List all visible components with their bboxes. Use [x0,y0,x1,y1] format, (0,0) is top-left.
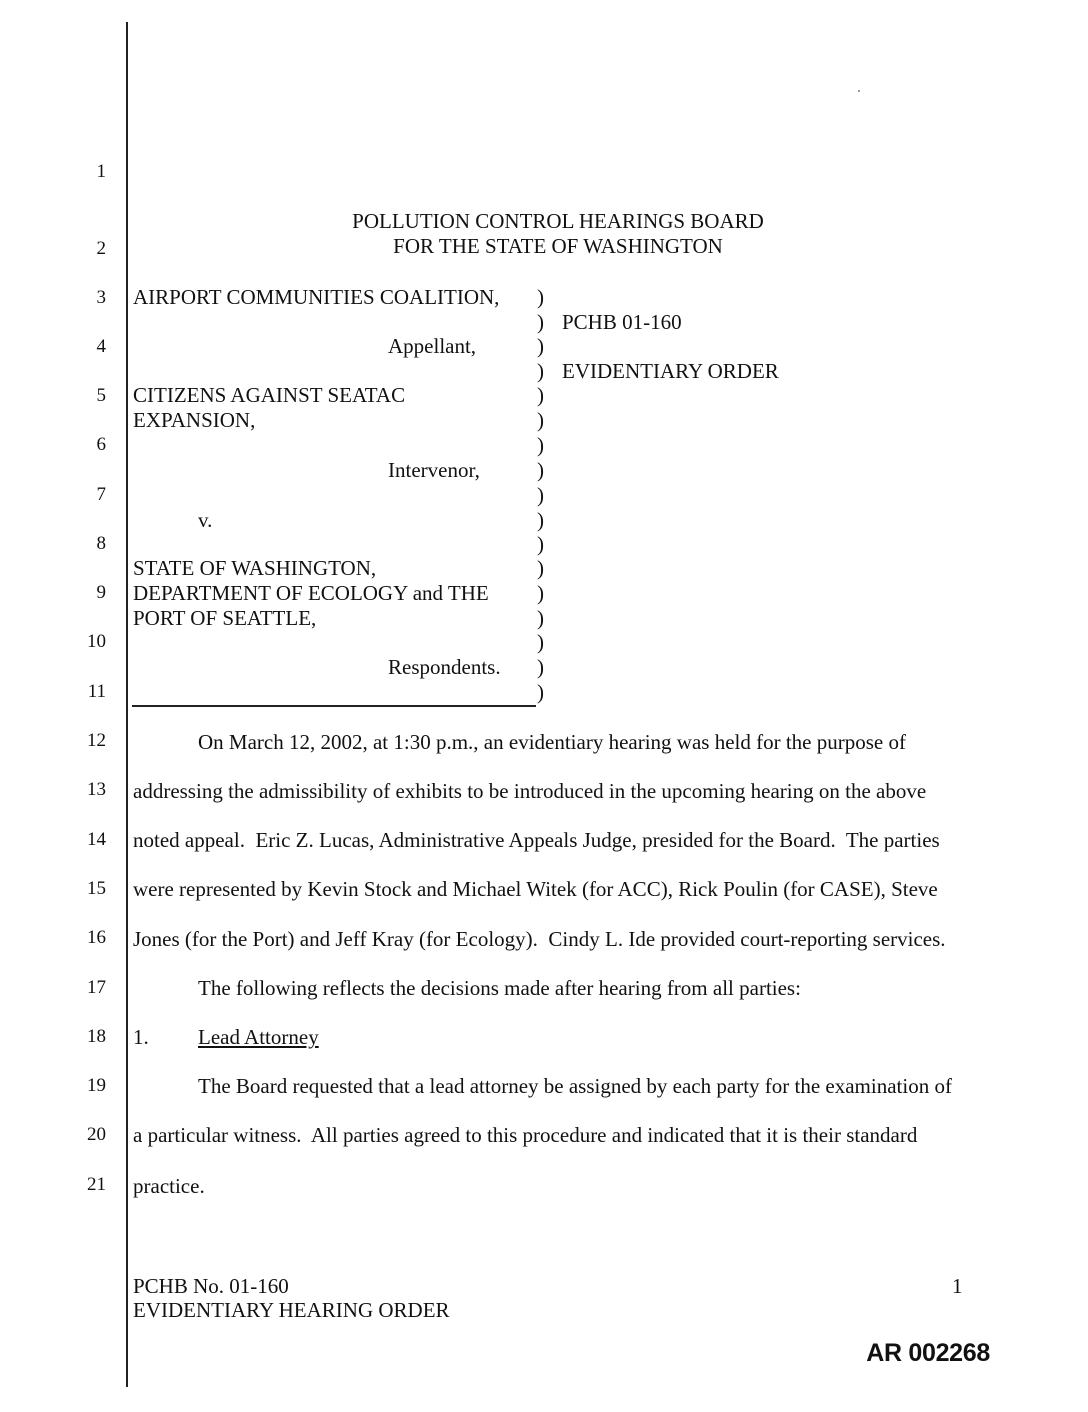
line-number: 16 [87,927,106,948]
caption-paren: ) [537,383,544,407]
footer-case-ref: PCHB No. 01-160 [133,1274,289,1298]
line-number: 21 [87,1174,106,1195]
line-number: 2 [96,238,106,259]
caption-paren: ) [537,310,544,334]
line-number: 1 [96,161,106,182]
caption-paren: ) [537,556,544,580]
body-line: On March 12, 2002, at 1:30 p.m., an evidentiary hearing was held for the purpose of [198,730,906,754]
caption-paren: ) [537,606,544,630]
left-margin-rule [126,22,128,1387]
respondent-name-line3: PORT OF SEATTLE, [133,606,317,630]
caption-paren: ) [537,581,544,605]
section-line: practice. [133,1174,205,1198]
line-number: 7 [96,484,106,505]
line-number: 15 [87,878,106,899]
line-number: 9 [96,582,106,603]
board-jurisdiction: FOR THE STATE OF WASHINGTON [393,234,723,258]
respondent-name-line2: DEPARTMENT OF ECOLOGY and THE [133,581,489,605]
appellant-role: Appellant, [388,334,477,358]
body-line: The following reflects the decisions made after hearing from all parties: [198,976,801,1000]
body-line: Jones (for the Port) and Jeff Kray (for Ecology). Cindy L. Ide provided court-reporting services. [133,927,946,951]
scan-speck [858,90,860,92]
caption-paren: ) [537,408,544,432]
caption-paren: ) [537,655,544,679]
respondent-name-line1: STATE OF WASHINGTON, [133,556,377,580]
line-number: 5 [96,385,106,406]
caption-underline [132,705,536,707]
body-line: addressing the admissibility of exhibits to be introduced in the upcoming hearing on the above [133,779,927,803]
bates-stamp: AR 002268 [866,1339,990,1367]
line-number: 4 [96,336,106,357]
document-title: EVIDENTIARY ORDER [562,359,779,383]
section-heading: Lead Attorney [198,1025,319,1049]
intervenor-name-line1: CITIZENS AGAINST SEATAC [133,383,406,407]
intervenor-role: Intervenor, [388,458,480,482]
body-line: were represented by Kevin Stock and Michael Witek (for ACC), Rick Poulin (for CASE), Steve [133,877,938,901]
footer-doc-name: EVIDENTIARY HEARING ORDER [133,1298,450,1322]
caption-paren: ) [537,458,544,482]
body-line: noted appeal. Eric Z. Lucas, Administrative Appeals Judge, presided for the Board. The parties [133,828,940,852]
appellant-name: AIRPORT COMMUNITIES COALITION, [133,285,500,309]
line-number: 10 [87,631,106,652]
caption-paren: ) [537,483,544,507]
caption-paren: ) [537,508,544,532]
line-number: 14 [87,829,106,850]
section-line: The Board requested that a lead attorney be assigned by each party for the examination of [198,1074,952,1098]
page-number: 1 [952,1274,963,1298]
versus: v. [198,508,213,532]
line-number: 3 [96,287,106,308]
case-number: PCHB 01-160 [562,310,682,334]
caption-paren: ) [537,532,544,556]
caption-paren: ) [537,433,544,457]
respondent-role: Respondents. [388,655,501,679]
caption-paren: ) [537,680,544,704]
board-title: POLLUTION CONTROL HEARINGS BOARD [352,209,764,233]
caption-paren: ) [537,359,544,383]
line-number: 18 [87,1026,106,1047]
caption-paren: ) [537,630,544,654]
line-number: 17 [87,977,106,998]
line-number: 11 [87,681,106,702]
line-number: 19 [87,1075,106,1096]
caption-paren: ) [537,334,544,358]
line-number: 12 [87,730,106,751]
section-line: a particular witness. All parties agreed to this procedure and indicated that it is their standard [133,1123,918,1147]
line-number: 20 [87,1124,106,1145]
intervenor-name-line2: EXPANSION, [133,408,256,432]
line-number: 6 [96,434,106,455]
line-number: 8 [96,533,106,554]
section-number: 1. [133,1025,149,1049]
caption-paren: ) [537,285,544,309]
line-number: 13 [87,779,106,800]
